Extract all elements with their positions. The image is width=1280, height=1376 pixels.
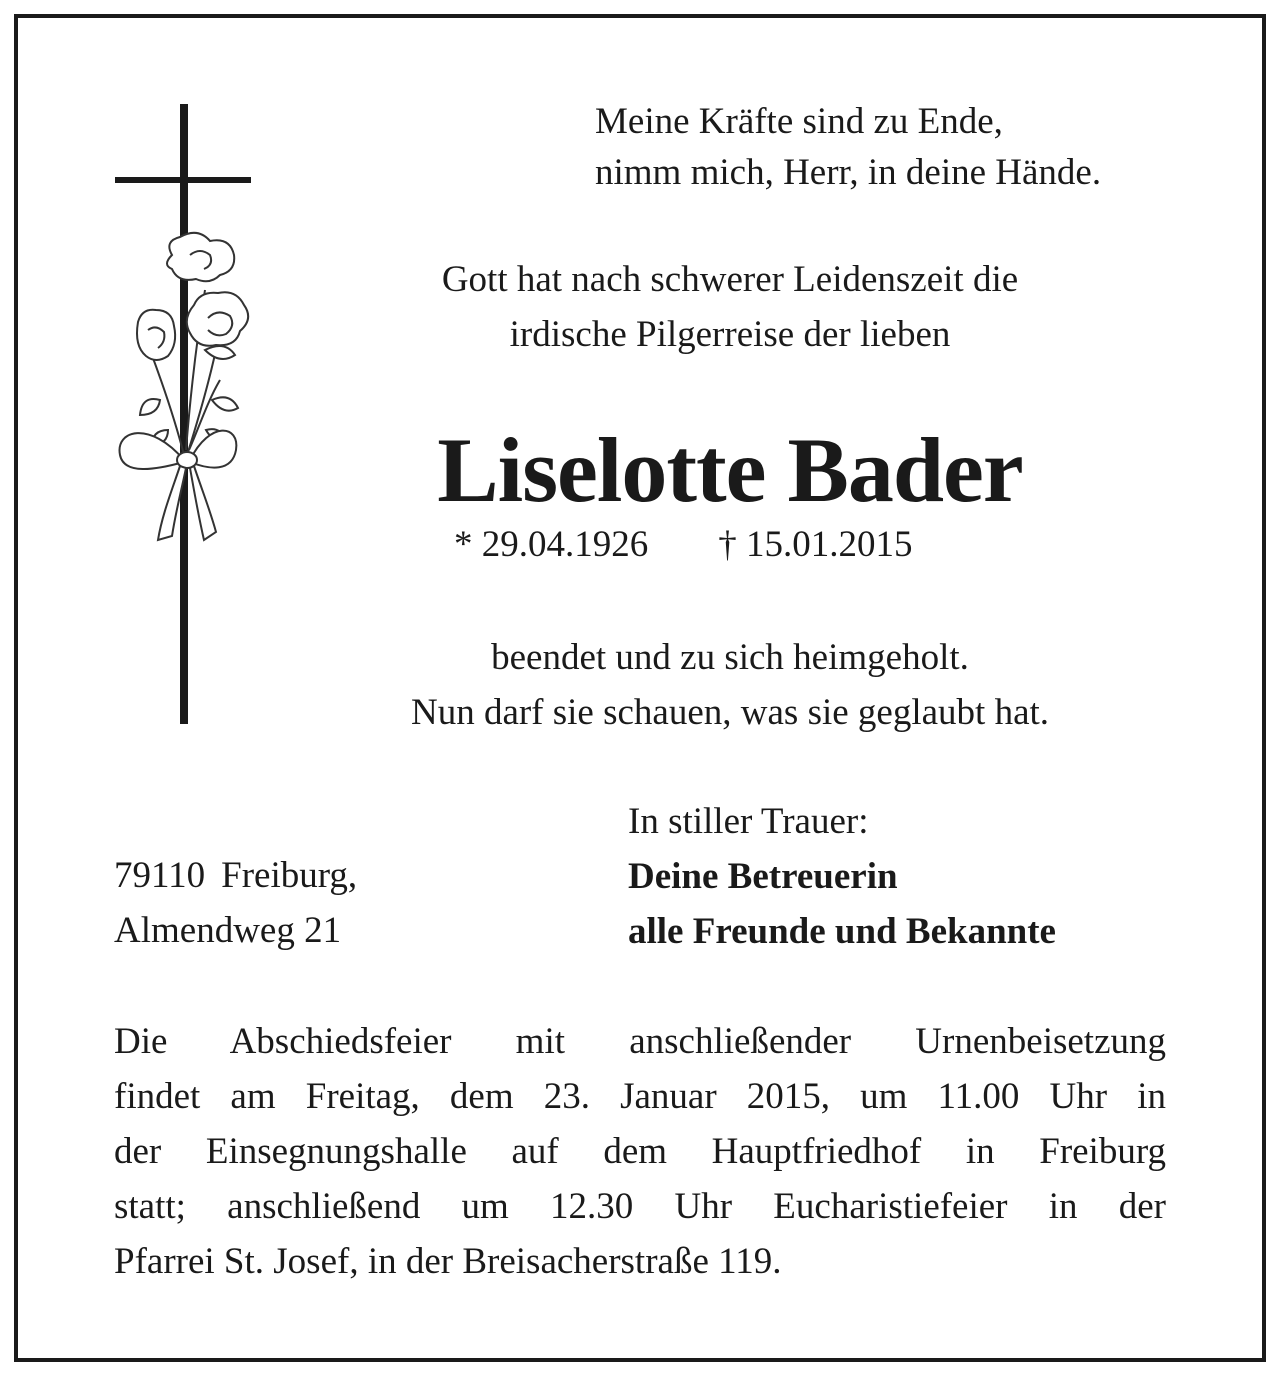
closing-line: Nun darf sie schauen, was sie geglaubt hat. <box>410 692 1050 733</box>
motto-verse <box>595 96 1101 198</box>
closing-text <box>250 630 1210 740</box>
deceased-name: Liselotte Bader <box>437 419 1023 521</box>
street: Almendweg 21 <box>114 910 342 951</box>
motto-line: Meine Kräfte sind zu Ende, <box>595 101 1003 142</box>
mourners-heading: In stiller Trauer: <box>628 801 869 842</box>
death-date: † 15.01.2015 <box>718 524 913 565</box>
ceremony-line: findet am Freitag, dem 23. Januar 2015, um 11.00 Uhr in <box>114 1076 1166 1117</box>
closing-line: beendet und zu sich heimgeholt. <box>491 637 969 678</box>
intro-line: irdische Pilgerreise der lieben <box>509 314 951 355</box>
ceremony-notice <box>114 1014 1166 1289</box>
city: Freiburg, <box>221 855 358 896</box>
intro-line: Gott hat nach schwerer Leidenszeit die <box>441 259 1019 300</box>
ceremony-line: der Einsegnungshalle auf dem Hauptfriedhof in Freiburg <box>114 1131 1166 1172</box>
mourners-block <box>628 794 1056 959</box>
mourner-name: alle Freunde und Bekannte <box>628 911 1056 952</box>
intro-text <box>250 252 1210 362</box>
postal-code: 79110 <box>114 855 206 896</box>
cross-with-roses-icon <box>110 100 260 730</box>
ceremony-line: Die Abschiedsfeier mit anschließender Urnenbeisetzung <box>114 1021 1166 1062</box>
address-city-line <box>114 848 357 903</box>
birth-date: * 29.04.1926 <box>454 524 649 565</box>
motto-line: nimm mich, Herr, in deine Hände. <box>595 152 1102 193</box>
address-block <box>114 848 357 958</box>
ceremony-line: statt; anschließend um 12.30 Uhr Eucharistiefeier in der <box>114 1186 1166 1227</box>
ceremony-line: Pfarrei St. Josef, in der Breisacherstraße 119. <box>114 1241 782 1282</box>
life-dates <box>454 520 913 570</box>
mourner-name: Deine Betreuerin <box>628 856 898 897</box>
